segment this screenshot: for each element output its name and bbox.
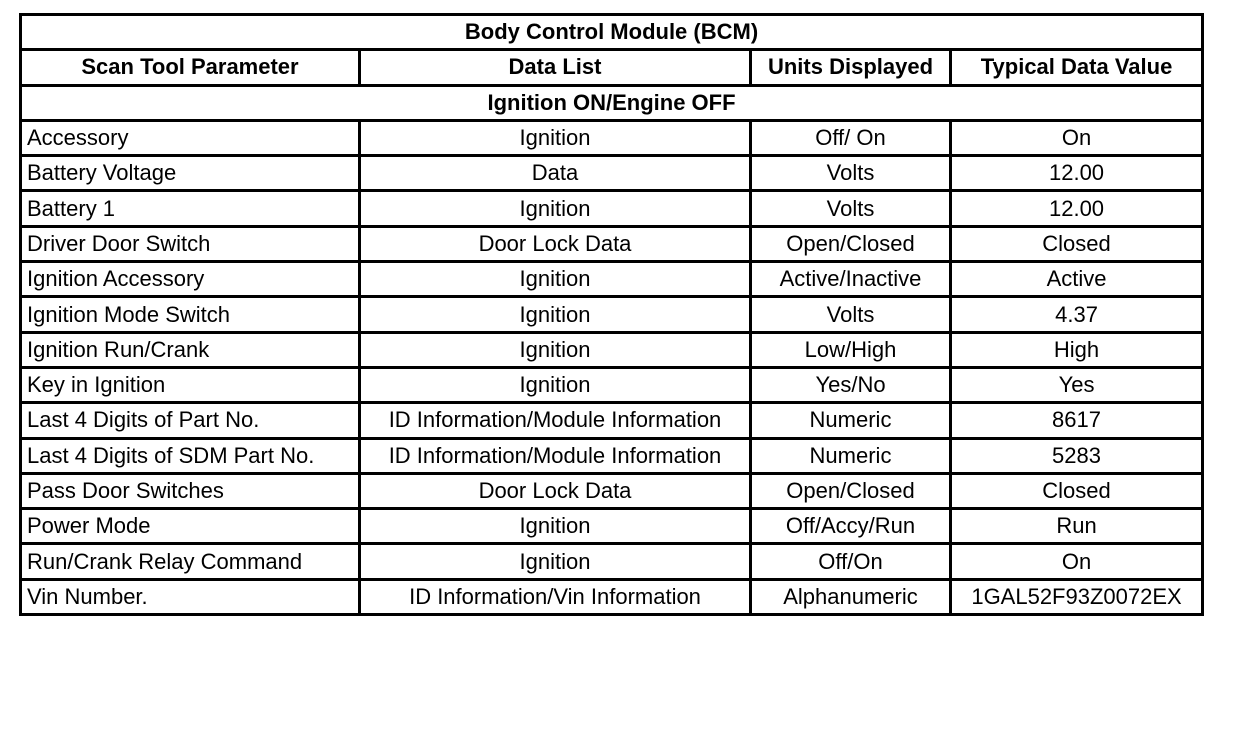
cell-data-list: Ignition [360, 544, 751, 579]
cell-units: Active/Inactive [751, 262, 951, 297]
table-row [21, 438, 1203, 473]
cell-parameter: Last 4 Digits of SDM Part No. [21, 438, 360, 473]
cell-units: Yes/No [751, 367, 951, 402]
cell-typical-value: Closed [951, 473, 1203, 508]
cell-data-list: Ignition [360, 509, 751, 544]
table-row [21, 191, 1203, 226]
cell-units: Off/On [751, 544, 951, 579]
cell-parameter: Ignition Run/Crank [21, 332, 360, 367]
cell-data-list: ID Information/Module Information [360, 403, 751, 438]
cell-typical-value: High [951, 332, 1203, 367]
cell-parameter: Battery 1 [21, 191, 360, 226]
cell-data-list: Ignition [360, 297, 751, 332]
cell-units: Numeric [751, 403, 951, 438]
section-heading: Ignition ON/Engine OFF [21, 85, 1203, 120]
cell-units: Open/Closed [751, 226, 951, 261]
cell-parameter: Vin Number. [21, 579, 360, 614]
cell-typical-value: 5283 [951, 438, 1203, 473]
cell-data-list: Door Lock Data [360, 226, 751, 261]
table-row [21, 367, 1203, 402]
table-row [21, 226, 1203, 261]
table-row [21, 156, 1203, 191]
cell-data-list: ID Information/Vin Information [360, 579, 751, 614]
cell-parameter: Battery Voltage [21, 156, 360, 191]
table-row [21, 403, 1203, 438]
title-row [21, 15, 1203, 50]
table-row [21, 297, 1203, 332]
bcm-data-table [19, 13, 1204, 616]
cell-typical-value: Closed [951, 226, 1203, 261]
cell-units: Open/Closed [751, 473, 951, 508]
table-title: Body Control Module (BCM) [21, 15, 1203, 50]
cell-parameter: Key in Ignition [21, 367, 360, 402]
table-row [21, 579, 1203, 614]
cell-typical-value: 8617 [951, 403, 1203, 438]
cell-parameter: Last 4 Digits of Part No. [21, 403, 360, 438]
header-scan-tool-parameter: Scan Tool Parameter [21, 50, 360, 85]
cell-typical-value: On [951, 544, 1203, 579]
table-row [21, 120, 1203, 155]
cell-parameter: Pass Door Switches [21, 473, 360, 508]
cell-data-list: Ignition [360, 120, 751, 155]
cell-units: Alphanumeric [751, 579, 951, 614]
cell-data-list: Ignition [360, 262, 751, 297]
cell-typical-value: 1GAL52F93Z0072EX [951, 579, 1203, 614]
table-row [21, 509, 1203, 544]
cell-data-list: Door Lock Data [360, 473, 751, 508]
cell-parameter: Run/Crank Relay Command [21, 544, 360, 579]
cell-typical-value: Yes [951, 367, 1203, 402]
header-data-list: Data List [360, 50, 751, 85]
header-units-displayed: Units Displayed [751, 50, 951, 85]
cell-typical-value: On [951, 120, 1203, 155]
cell-data-list: Data [360, 156, 751, 191]
header-typical-data-value: Typical Data Value [951, 50, 1203, 85]
cell-units: Low/High [751, 332, 951, 367]
cell-typical-value: 4.37 [951, 297, 1203, 332]
cell-units: Volts [751, 156, 951, 191]
cell-parameter: Power Mode [21, 509, 360, 544]
cell-parameter: Accessory [21, 120, 360, 155]
cell-units: Numeric [751, 438, 951, 473]
header-row [21, 50, 1203, 85]
table-row [21, 262, 1203, 297]
table-row [21, 332, 1203, 367]
cell-units: Volts [751, 297, 951, 332]
cell-typical-value: Run [951, 509, 1203, 544]
cell-data-list: ID Information/Module Information [360, 438, 751, 473]
table-row [21, 544, 1203, 579]
cell-units: Volts [751, 191, 951, 226]
cell-parameter: Ignition Mode Switch [21, 297, 360, 332]
cell-typical-value: 12.00 [951, 156, 1203, 191]
cell-units: Off/Accy/Run [751, 509, 951, 544]
cell-units: Off/ On [751, 120, 951, 155]
cell-parameter: Driver Door Switch [21, 226, 360, 261]
cell-data-list: Ignition [360, 332, 751, 367]
cell-data-list: Ignition [360, 191, 751, 226]
table-row [21, 473, 1203, 508]
cell-typical-value: 12.00 [951, 191, 1203, 226]
cell-typical-value: Active [951, 262, 1203, 297]
cell-data-list: Ignition [360, 367, 751, 402]
section-row [21, 85, 1203, 120]
cell-parameter: Ignition Accessory [21, 262, 360, 297]
